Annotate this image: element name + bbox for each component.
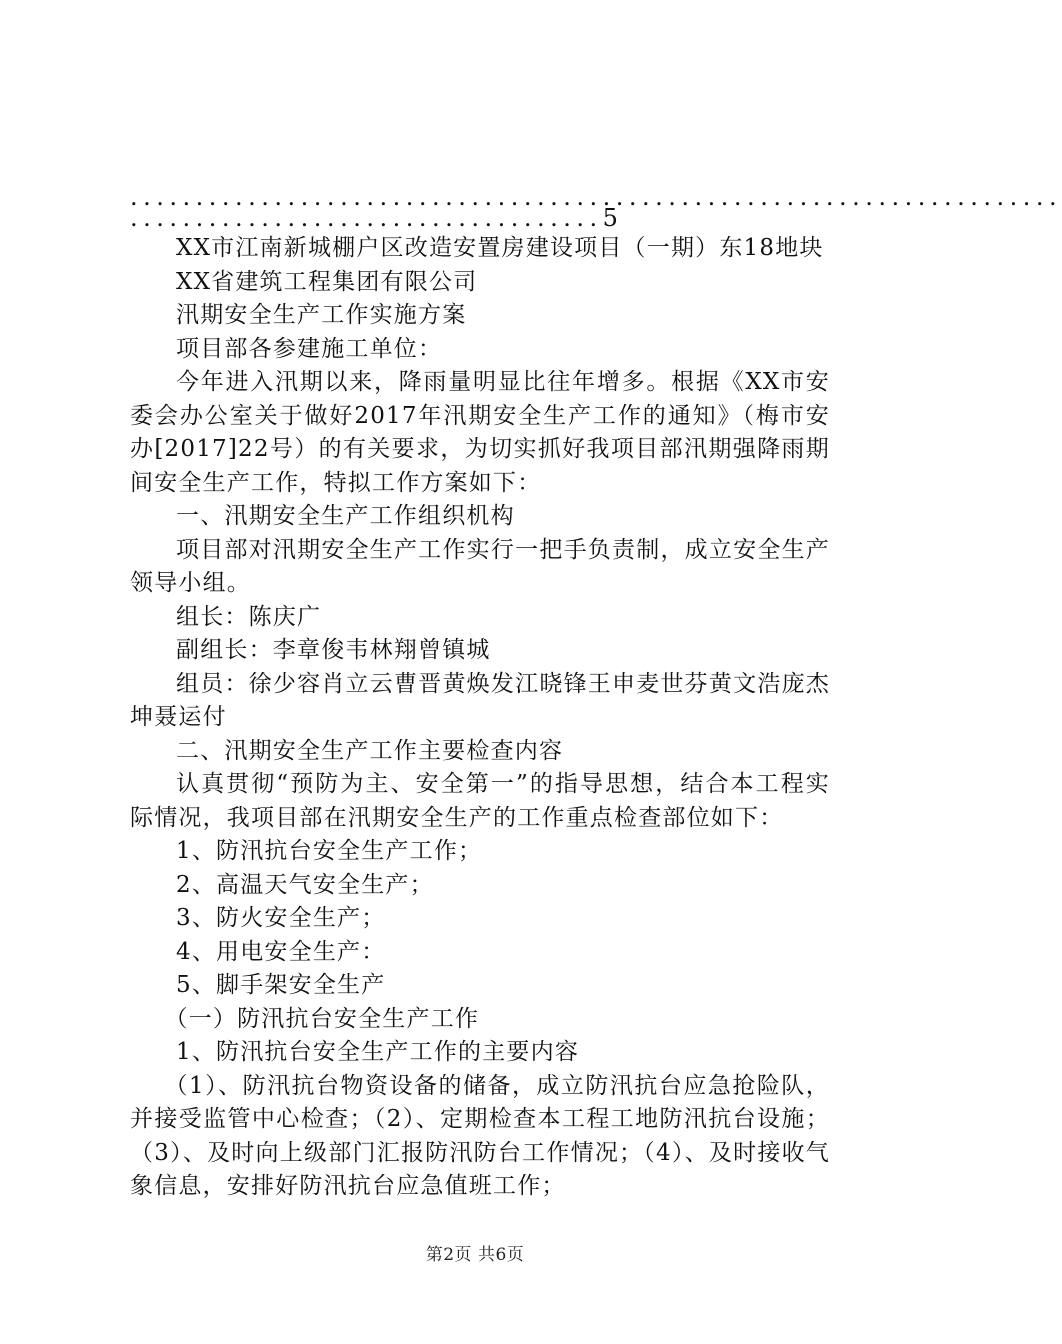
toc-leader-page-number: ....................................5 xyxy=(130,204,624,232)
list-item: 3、防火安全生产； xyxy=(176,905,386,931)
document-body xyxy=(130,232,830,1204)
subsection-heading: （一）防汛抗台安全生产工作 xyxy=(164,1005,480,1032)
page-footer: 第2页 共6页 xyxy=(425,1245,525,1265)
guiding-paragraph: 认真贯彻“预防为主、安全第一”的指导思想，结合本工程实际情况，我项目部在汛期安全生产的工作重点检查部位如下： xyxy=(130,771,830,831)
list-item: 4、用电安全生产： xyxy=(176,938,386,965)
content-paragraph: （1）、防汛抗台物资设备的储备，成立防汛抗台应急抢险队，并接受监管中心检查；（2）、定期检查本工程工地防汛抗台设施；（3）、及时向上级部门汇报防汛防台工作情况；（4）、及时接收气象信息，安排好防汛抗台应急值班工作； xyxy=(130,1072,830,1199)
section-heading-1: 一、汛期安全生产工作组织机构 xyxy=(176,503,515,529)
organization-paragraph: 项目部对汛期安全生产工作实行一把手负责制，成立安全生产领导小组。 xyxy=(130,536,830,596)
team-leader: 组长：陈庆广 xyxy=(176,603,322,630)
team-members: 组员：徐少容肖立云曹晋黄焕发江晓锋王申麦世芬黄文浩庞杰坤聂运付 xyxy=(130,670,830,730)
intro-paragraph: 今年进入汛期以来，降雨量明显比往年增多。根据《XX市安委会办公室关于做好2017年汛期安全生产工作的通知》（梅市安办[2017]22号）的有关要求，为切实抓好我项目部汛期强降雨期间安全生产工作，特拟工作方案如下： xyxy=(130,369,830,496)
list-item: 5、脚手架安全生产 xyxy=(176,972,386,998)
salutation: 项目部各参建施工单位： xyxy=(176,335,443,362)
company-name: XX省建筑工程集团有限公司 xyxy=(176,268,478,295)
list-item: 2、高温天气安全生产； xyxy=(176,871,434,898)
toc-leader-dots: ....................................................................... xyxy=(130,183,1062,211)
project-title: XX市江南新城棚户区改造安置房建设项目（一期）东18地块 xyxy=(176,235,824,261)
section-heading-2: 二、汛期安全生产工作主要检查内容 xyxy=(176,737,564,764)
subsection-item-heading: 1、防汛抗台安全生产工作的主要内容 xyxy=(176,1039,580,1065)
list-item: 1、防汛抗台安全生产工作； xyxy=(176,838,483,864)
deputy-leaders: 副组长：李章俊韦林翔曾镇城 xyxy=(176,637,491,663)
plan-title: 汛期安全生产工作实施方案 xyxy=(176,302,467,328)
